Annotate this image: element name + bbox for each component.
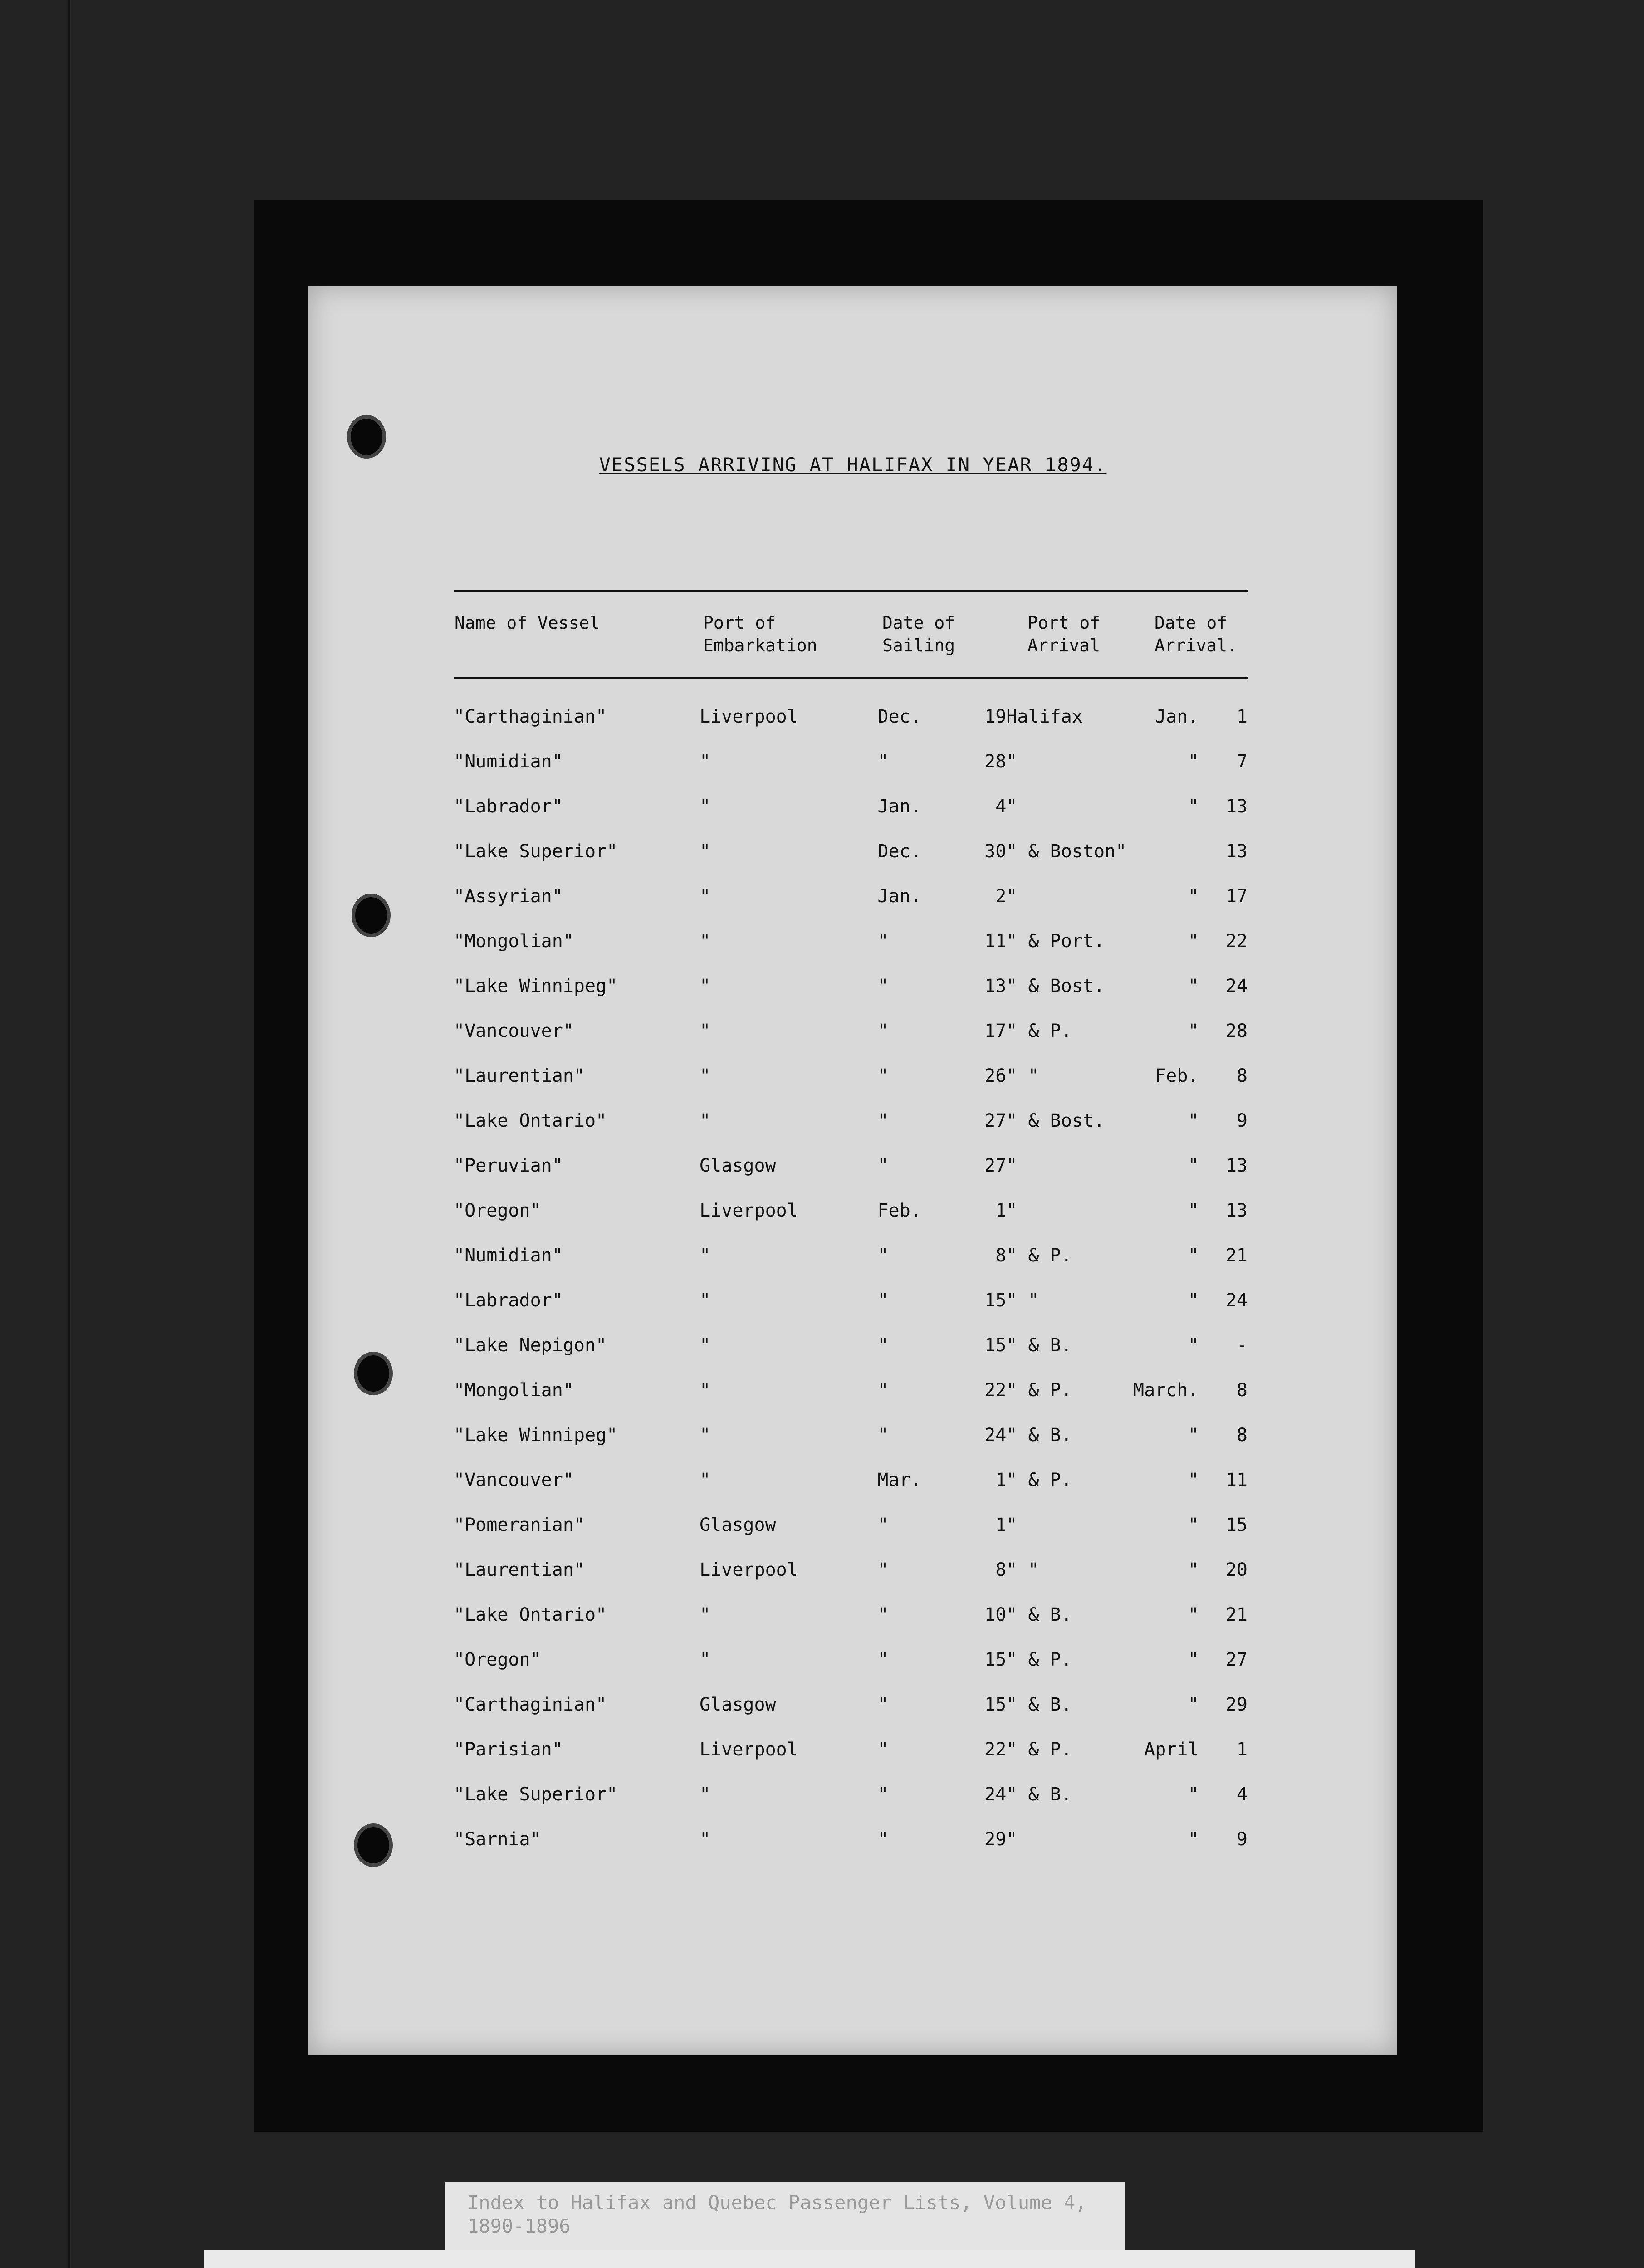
document-title: VESSELS ARRIVING AT HALIFAX IN YEAR 1894. xyxy=(599,454,1107,476)
sailing-month: " xyxy=(877,1649,889,1670)
punch-hole xyxy=(354,1352,393,1395)
sailing-day: 8 xyxy=(995,1559,1007,1580)
sailing-month: " xyxy=(877,1559,889,1580)
vessel-name: "Laurentian" xyxy=(454,1559,585,1580)
sailing-month: " xyxy=(877,1694,889,1715)
embarkation-port: Liverpool xyxy=(700,1559,798,1580)
vessel-name: "Lake Superior" xyxy=(454,841,618,862)
arrival-port: " & P. xyxy=(1006,1379,1072,1401)
sailing-month: " xyxy=(877,1290,889,1311)
embarkation-port: " xyxy=(700,751,711,772)
punch-hole xyxy=(352,894,391,937)
sailing-day: 15 xyxy=(984,1290,1007,1311)
film-edge xyxy=(68,0,70,2268)
arrival-day: 17 xyxy=(1225,885,1248,907)
arrival-port: " & B. xyxy=(1006,1694,1072,1715)
arrival-day: 7 xyxy=(1236,751,1248,772)
arrival-day: 15 xyxy=(1225,1514,1248,1535)
vessel-name: "Lake Ontario" xyxy=(454,1110,607,1131)
embarkation-port: " xyxy=(700,1649,711,1670)
vessel-name: "Mongolian" xyxy=(454,1379,574,1401)
arrival-day: 8 xyxy=(1236,1379,1248,1401)
vessels-table xyxy=(454,694,1248,1862)
sailing-day: 4 xyxy=(995,796,1007,817)
sailing-day: 28 xyxy=(984,751,1007,772)
sailing-day: 22 xyxy=(984,1739,1007,1760)
arrival-month: " xyxy=(1188,1514,1199,1535)
table-row xyxy=(454,919,1248,963)
header-vessel: Name of Vessel xyxy=(455,613,600,633)
sailing-day: 15 xyxy=(984,1334,1007,1356)
arrival-day: 29 xyxy=(1225,1694,1248,1715)
vessel-name: "Oregon" xyxy=(454,1200,541,1221)
embarkation-port: Liverpool xyxy=(700,1739,798,1760)
arrival-day: 9 xyxy=(1236,1828,1248,1850)
vessel-name: "Vancouver" xyxy=(454,1469,574,1491)
vessel-name: "Assyrian" xyxy=(454,885,563,907)
sailing-month: " xyxy=(877,1739,889,1760)
arrival-day: 1 xyxy=(1236,1739,1248,1760)
table-row xyxy=(454,739,1248,784)
arrival-day: 27 xyxy=(1225,1649,1248,1670)
arrival-day: - xyxy=(1236,1334,1248,1356)
vessel-name: "Sarnia" xyxy=(454,1828,541,1850)
header-arrival-date: Date of Arrival. xyxy=(1155,613,1238,655)
arrival-day: 21 xyxy=(1225,1245,1248,1266)
arrival-port: " & P. xyxy=(1006,1469,1072,1491)
arrival-port: " xyxy=(1006,1200,1018,1221)
sailing-day: 22 xyxy=(984,1379,1007,1401)
embarkation-port: " xyxy=(700,1110,711,1131)
sailing-day: 26 xyxy=(984,1065,1007,1086)
arrival-port: " & B. xyxy=(1006,1424,1072,1446)
embarkation-port: " xyxy=(700,885,711,907)
arrival-day: 28 xyxy=(1225,1020,1248,1041)
header-embarkation: Port of Embarkation xyxy=(703,613,817,655)
sailing-day: 27 xyxy=(984,1155,1007,1176)
arrival-port: " & P. xyxy=(1006,1739,1072,1760)
arrival-day: 20 xyxy=(1225,1559,1248,1580)
arrival-port: " xyxy=(1006,885,1018,907)
embarkation-port: Glasgow xyxy=(700,1694,776,1715)
table-row xyxy=(454,963,1248,1008)
vessel-name: "Mongolian" xyxy=(454,930,574,952)
embarkation-port: " xyxy=(700,796,711,817)
arrival-port: " xyxy=(1006,1155,1018,1176)
punch-hole xyxy=(354,1823,393,1867)
header-bottom-rule xyxy=(454,677,1248,679)
embarkation-port: " xyxy=(700,1379,711,1401)
sailing-day: 24 xyxy=(984,1424,1007,1446)
arrival-day: 9 xyxy=(1236,1110,1248,1131)
sailing-month: " xyxy=(877,1604,889,1625)
arrival-month: " xyxy=(1188,1784,1199,1805)
arrival-month: " xyxy=(1188,1559,1199,1580)
vessel-name: "Labrador" xyxy=(454,796,563,817)
arrival-day: 8 xyxy=(1236,1065,1248,1086)
table-row xyxy=(454,694,1248,739)
arrival-port: " & P. xyxy=(1006,1020,1072,1041)
table-row xyxy=(454,1547,1248,1592)
sailing-day: 15 xyxy=(984,1694,1007,1715)
arrival-port: Halifax xyxy=(1006,706,1083,727)
table-row xyxy=(454,1188,1248,1233)
arrival-month: " xyxy=(1188,751,1199,772)
embarkation-port: " xyxy=(700,1828,711,1850)
sailing-month: Mar. xyxy=(877,1469,921,1491)
sailing-day: 29 xyxy=(984,1828,1007,1850)
vessel-name: "Carthaginian" xyxy=(454,706,607,727)
arrival-month: " xyxy=(1188,1020,1199,1041)
sailing-month: Jan. xyxy=(877,885,921,907)
table-row xyxy=(454,1637,1248,1682)
sailing-month: " xyxy=(877,1784,889,1805)
vessel-name: "Lake Winnipeg" xyxy=(454,975,618,997)
arrival-month: " xyxy=(1188,1110,1199,1131)
sailing-day: 1 xyxy=(995,1514,1007,1535)
table-row xyxy=(454,1143,1248,1188)
header-sailing: Date of Sailing xyxy=(882,613,955,655)
arrival-month: " xyxy=(1188,1155,1199,1176)
sailing-month: " xyxy=(877,1020,889,1041)
sailing-month: " xyxy=(877,1110,889,1131)
sailing-month: " xyxy=(877,930,889,952)
sailing-day: 10 xyxy=(984,1604,1007,1625)
vessel-name: "Lake Superior" xyxy=(454,1784,618,1805)
arrival-port: " & P. xyxy=(1006,1649,1072,1670)
sailing-day: 11 xyxy=(984,930,1007,952)
arrival-month: " xyxy=(1188,1424,1199,1446)
sailing-day: 27 xyxy=(984,1110,1007,1131)
embarkation-port: Liverpool xyxy=(700,706,798,727)
sailing-month: " xyxy=(877,1245,889,1266)
vessel-name: "Peruvian" xyxy=(454,1155,563,1176)
arrival-month: " xyxy=(1188,885,1199,907)
vessel-name: "Pomeranian" xyxy=(454,1514,585,1535)
sailing-month: " xyxy=(877,1514,889,1535)
arrival-month: Feb. xyxy=(1155,1065,1199,1086)
arrival-day: 13 xyxy=(1225,841,1248,862)
archive-label xyxy=(204,2250,1415,2268)
arrival-port: " & B. xyxy=(1006,1784,1072,1805)
arrival-port: " & B. xyxy=(1006,1604,1072,1625)
arrival-month: " xyxy=(1188,1245,1199,1266)
table-row xyxy=(454,1008,1248,1053)
arrival-port: " " xyxy=(1006,1290,1039,1311)
table-row xyxy=(454,1233,1248,1278)
sailing-month: " xyxy=(877,975,889,997)
vessel-name: "Lake Ontario" xyxy=(454,1604,607,1625)
vessel-name: "Numidian" xyxy=(454,751,563,772)
arrival-month: " xyxy=(1188,1649,1199,1670)
table-row xyxy=(454,1817,1248,1862)
arrival-port: " & Boston" xyxy=(1006,841,1127,862)
arrival-port: " xyxy=(1006,1514,1018,1535)
arrival-month: " xyxy=(1188,1290,1199,1311)
vessel-name: "Lake Winnipeg" xyxy=(454,1424,618,1446)
embarkation-port: Liverpool xyxy=(700,1200,798,1221)
sailing-month: " xyxy=(877,751,889,772)
vessel-name: "Vancouver" xyxy=(454,1020,574,1041)
sailing-month: Feb. xyxy=(877,1200,921,1221)
arrival-month: April xyxy=(1144,1739,1199,1760)
table-row xyxy=(454,1278,1248,1323)
vessel-name: "Laurentian" xyxy=(454,1065,585,1086)
document-page xyxy=(308,286,1397,2055)
vessel-name: "Oregon" xyxy=(454,1649,541,1670)
sailing-month: " xyxy=(877,1065,889,1086)
embarkation-port: " xyxy=(700,1245,711,1266)
vessel-name: "Carthaginian" xyxy=(454,1694,607,1715)
embarkation-port: " xyxy=(700,975,711,997)
arrival-day: 13 xyxy=(1225,796,1248,817)
arrival-month: " xyxy=(1188,1200,1199,1221)
arrival-day: 11 xyxy=(1225,1469,1248,1491)
embarkation-port: " xyxy=(700,1604,711,1625)
table-row xyxy=(454,1053,1248,1098)
sailing-month: Dec. xyxy=(877,706,921,727)
sailing-day: 15 xyxy=(984,1649,1007,1670)
arrival-month: " xyxy=(1188,1469,1199,1491)
sailing-day: 19 xyxy=(984,706,1007,727)
sailing-month: Dec. xyxy=(877,841,921,862)
embarkation-port: " xyxy=(700,841,711,862)
arrival-month: " xyxy=(1188,1694,1199,1715)
arrival-day: 13 xyxy=(1225,1200,1248,1221)
embarkation-port: " xyxy=(700,930,711,952)
arrival-day: 24 xyxy=(1225,1290,1248,1311)
arrival-month: " xyxy=(1188,1604,1199,1625)
sailing-day: 1 xyxy=(995,1469,1007,1491)
arrival-port: " & Bost. xyxy=(1006,975,1105,997)
arrival-month: " xyxy=(1188,930,1199,952)
table-row xyxy=(454,1772,1248,1817)
sailing-day: 1 xyxy=(995,1200,1007,1221)
punch-hole xyxy=(347,415,386,459)
arrival-day: 21 xyxy=(1225,1604,1248,1625)
embarkation-port: " xyxy=(700,1020,711,1041)
arrival-day: 8 xyxy=(1236,1424,1248,1446)
table-row xyxy=(454,874,1248,919)
vessel-name: "Labrador" xyxy=(454,1290,563,1311)
arrival-month: " xyxy=(1188,796,1199,817)
sailing-month: " xyxy=(877,1334,889,1356)
arrival-port: " xyxy=(1006,1828,1018,1850)
vessel-name: "Numidian" xyxy=(454,1245,563,1266)
arrival-port: " " xyxy=(1006,1559,1039,1580)
arrival-port: " & Port. xyxy=(1006,930,1105,952)
arrival-day: 4 xyxy=(1236,1784,1248,1805)
sailing-month: " xyxy=(877,1379,889,1401)
embarkation-port: " xyxy=(700,1290,711,1311)
header-top-rule xyxy=(454,590,1248,592)
arrival-month: March. xyxy=(1133,1379,1199,1401)
embarkation-port: Glasgow xyxy=(700,1514,776,1535)
arrival-day: 22 xyxy=(1225,930,1248,952)
sailing-day: 13 xyxy=(984,975,1007,997)
embarkation-port: " xyxy=(700,1065,711,1086)
arrival-month: " xyxy=(1188,1334,1199,1356)
embarkation-port: " xyxy=(700,1334,711,1356)
embarkation-port: " xyxy=(700,1424,711,1446)
arrival-port: " & P. xyxy=(1006,1245,1072,1266)
arrival-port: " " xyxy=(1006,1065,1039,1086)
arrival-day: 1 xyxy=(1236,706,1248,727)
sailing-month: " xyxy=(877,1155,889,1176)
table-row xyxy=(454,1682,1248,1727)
table-row xyxy=(454,1592,1248,1637)
table-row xyxy=(454,1413,1248,1457)
header-arrival-port: Port of Arrival xyxy=(1028,613,1101,655)
table-row xyxy=(454,1098,1248,1143)
embarkation-port: " xyxy=(700,1784,711,1805)
sailing-day: 2 xyxy=(995,885,1007,907)
arrival-day: 13 xyxy=(1225,1155,1248,1176)
arrival-port: " & Bost. xyxy=(1006,1110,1105,1131)
arrival-port: " xyxy=(1006,796,1018,817)
arrival-port: " & B. xyxy=(1006,1334,1072,1356)
sailing-month: Jan. xyxy=(877,796,921,817)
sailing-day: 8 xyxy=(995,1245,1007,1266)
arrival-month: " xyxy=(1188,1828,1199,1850)
vessel-name: "Parisian" xyxy=(454,1739,563,1760)
table-row xyxy=(454,1502,1248,1547)
table-row xyxy=(454,784,1248,829)
arrival-month: Jan. xyxy=(1155,706,1199,727)
index-caption: Index to Halifax and Quebec Passenger Lists, Volume 4, 1890-1896 xyxy=(467,2191,1087,2237)
table-row xyxy=(454,1368,1248,1413)
embarkation-port: Glasgow xyxy=(700,1155,776,1176)
sailing-month: " xyxy=(877,1424,889,1446)
arrival-month xyxy=(1126,829,1199,874)
sailing-month: " xyxy=(877,1828,889,1850)
sailing-day: 24 xyxy=(984,1784,1007,1805)
table-row xyxy=(454,1727,1248,1772)
table-row xyxy=(454,1457,1248,1502)
sailing-day: 17 xyxy=(984,1020,1007,1041)
table-row xyxy=(454,1323,1248,1368)
arrival-month: " xyxy=(1188,975,1199,997)
sailing-day: 30 xyxy=(984,841,1007,862)
vessel-name: "Lake Nepigon" xyxy=(454,1334,607,1356)
embarkation-port: " xyxy=(700,1469,711,1491)
arrival-port: " xyxy=(1006,751,1018,772)
arrival-day: 24 xyxy=(1225,975,1248,997)
table-row xyxy=(454,829,1248,874)
